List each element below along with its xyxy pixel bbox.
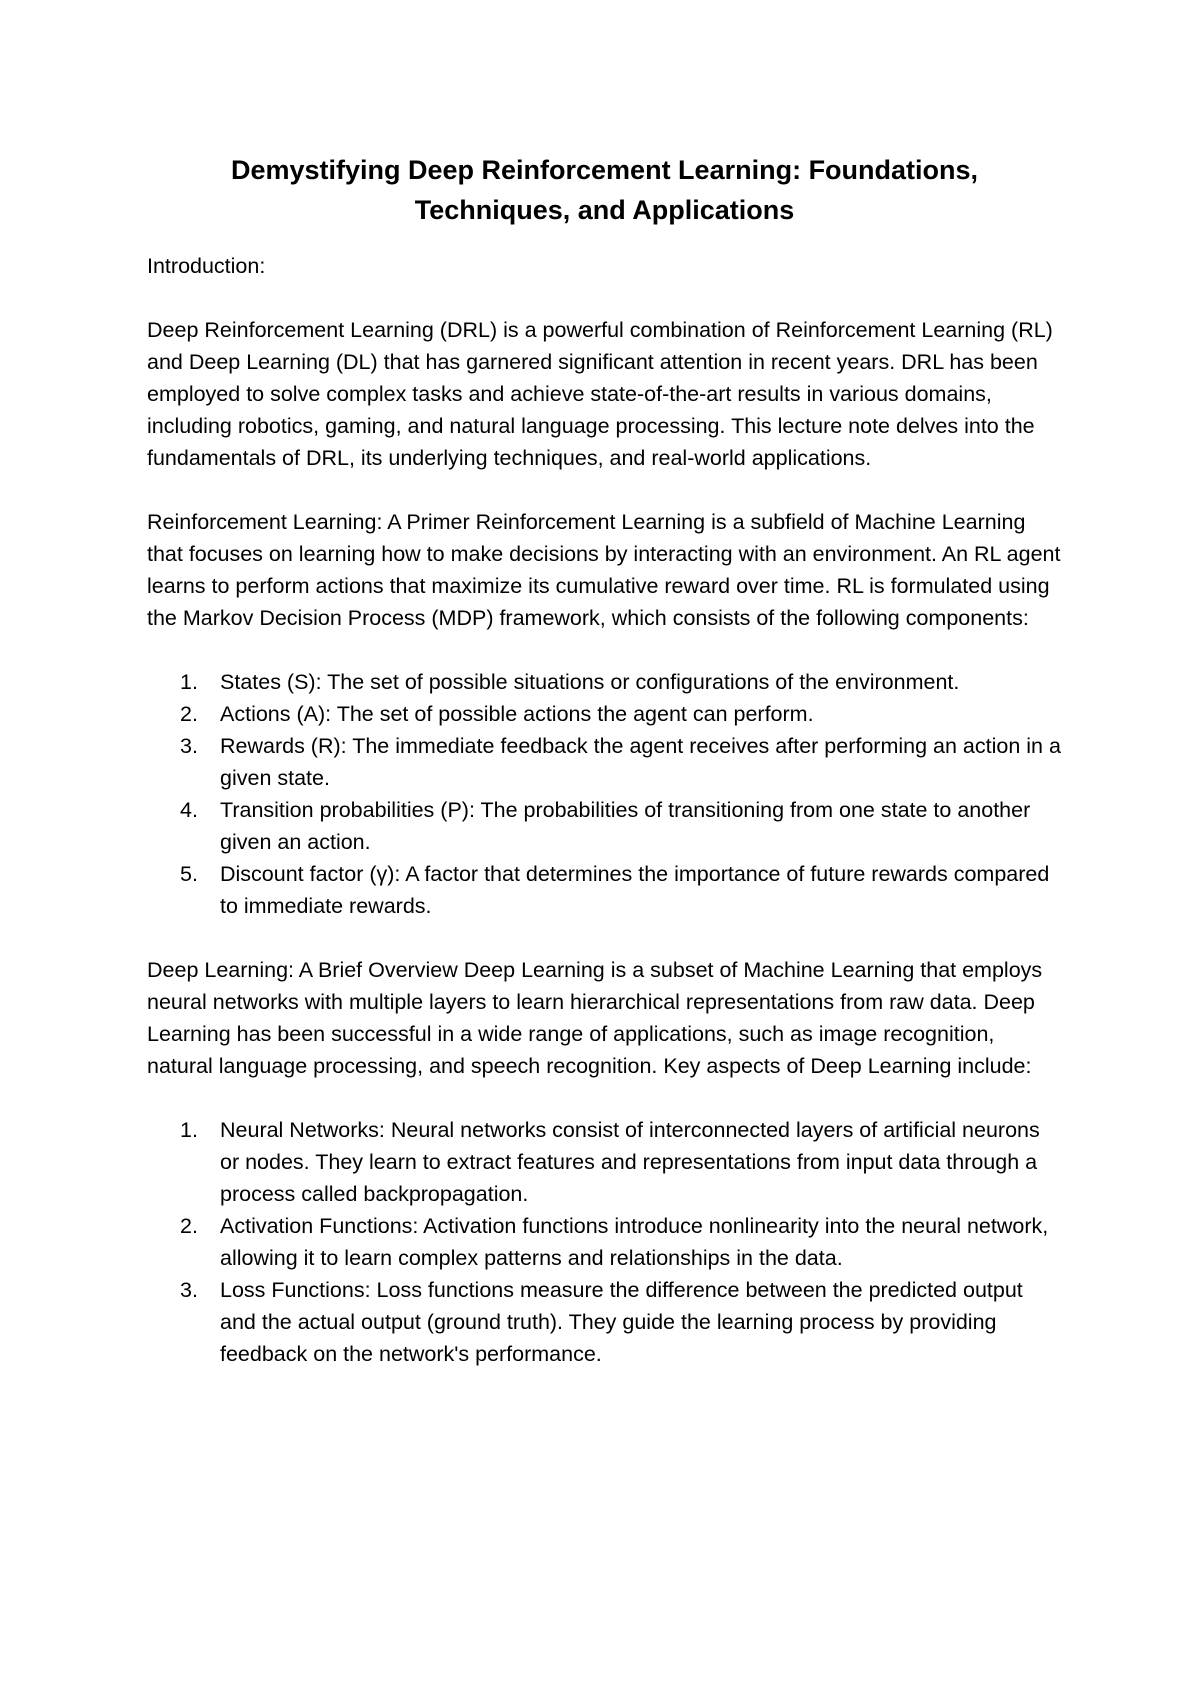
rl-paragraph: Reinforcement Learning: A Primer Reinforcement Learning is a subfield of Machine Learning that focuses on learning how to make decisions by interacting with an environment. An RL agent learns to perform actions that maximize its cumulative reward over time. RL is formulated using the Markov Decision Process (MDP) framework, which consists of the following components: <box>147 510 1061 630</box>
list-item-number: 4. <box>180 798 198 822</box>
list-item-text: Rewards (R): The immediate feedback the agent receives after performing an action in a given state. <box>220 734 1061 790</box>
list-item-text: Transition probabilities (P): The probabilities of transitioning from one state to another given an action. <box>220 798 1031 854</box>
list-item <box>147 666 1062 698</box>
list-item-text: Actions (A): The set of possible actions the agent can perform. <box>220 702 814 726</box>
intro-paragraph: Deep Reinforcement Learning (DRL) is a powerful combination of Reinforcement Learning (RL) and Deep Learning (DL) that has garnered significant attention in recent years. DRL has been employed to solve complex tasks and achieve state-of-the-art results in various domains, including robotics, gaming, and natural language processing. This lecture note delves into the fundamentals of DRL, its underlying techniques, and real-world applications. <box>147 318 1053 470</box>
list-item-text: Loss Functions: Loss functions measure the difference between the predicted output and the actual output (ground truth). They guide the learning process by providing feedback on the network's performance. <box>220 1278 1023 1366</box>
list-item-text: Activation Functions: Activation functions introduce nonlinearity into the neural network, allowing it to learn complex patterns and relationships in the data. <box>220 1214 1049 1270</box>
list-item <box>147 698 1062 730</box>
list-item-number: 1. <box>180 670 198 694</box>
list-item-number: 3. <box>180 734 198 758</box>
list-item-number: 3. <box>180 1278 198 1302</box>
list-item-text: States (S): The set of possible situations or configurations of the environment. <box>220 670 960 694</box>
document-title <box>147 150 1062 230</box>
title-line-1: Demystifying Deep Reinforcement Learning: Foundations, <box>230 155 979 185</box>
list-item <box>147 1210 1062 1274</box>
list-item <box>147 858 1062 922</box>
list-item <box>147 730 1062 794</box>
rl-components-list <box>147 666 1062 922</box>
list-item <box>147 1274 1062 1370</box>
dl-aspects-list <box>147 1114 1062 1370</box>
dl-paragraph: Deep Learning: A Brief Overview Deep Learning is a subset of Machine Learning that employs neural networks with multiple layers to learn hierarchical representations from raw data. Deep Learning has been successful in a wide range of applications, such as image recognition, natural language processing, and speech recognition. Key aspects of Deep Learning include: <box>147 958 1043 1078</box>
list-item-number: 2. <box>180 702 198 726</box>
list-item-number: 5. <box>180 862 198 886</box>
list-item-text: Discount factor (γ): A factor that determines the importance of future rewards compared to immediate rewards. <box>220 862 1050 918</box>
list-item <box>147 794 1062 858</box>
title-line-2: Techniques, and Applications <box>414 195 795 225</box>
document-body <box>147 150 1062 1370</box>
list-item-number: 2. <box>180 1214 198 1238</box>
list-item <box>147 1114 1062 1210</box>
list-item-text: Neural Networks: Neural networks consist of interconnected layers of artificial neurons or nodes. They learn to extract features and representations from input data through a process called backpropagation. <box>220 1118 1040 1206</box>
list-item-number: 1. <box>180 1118 198 1142</box>
intro-heading: Introduction: <box>147 254 266 278</box>
